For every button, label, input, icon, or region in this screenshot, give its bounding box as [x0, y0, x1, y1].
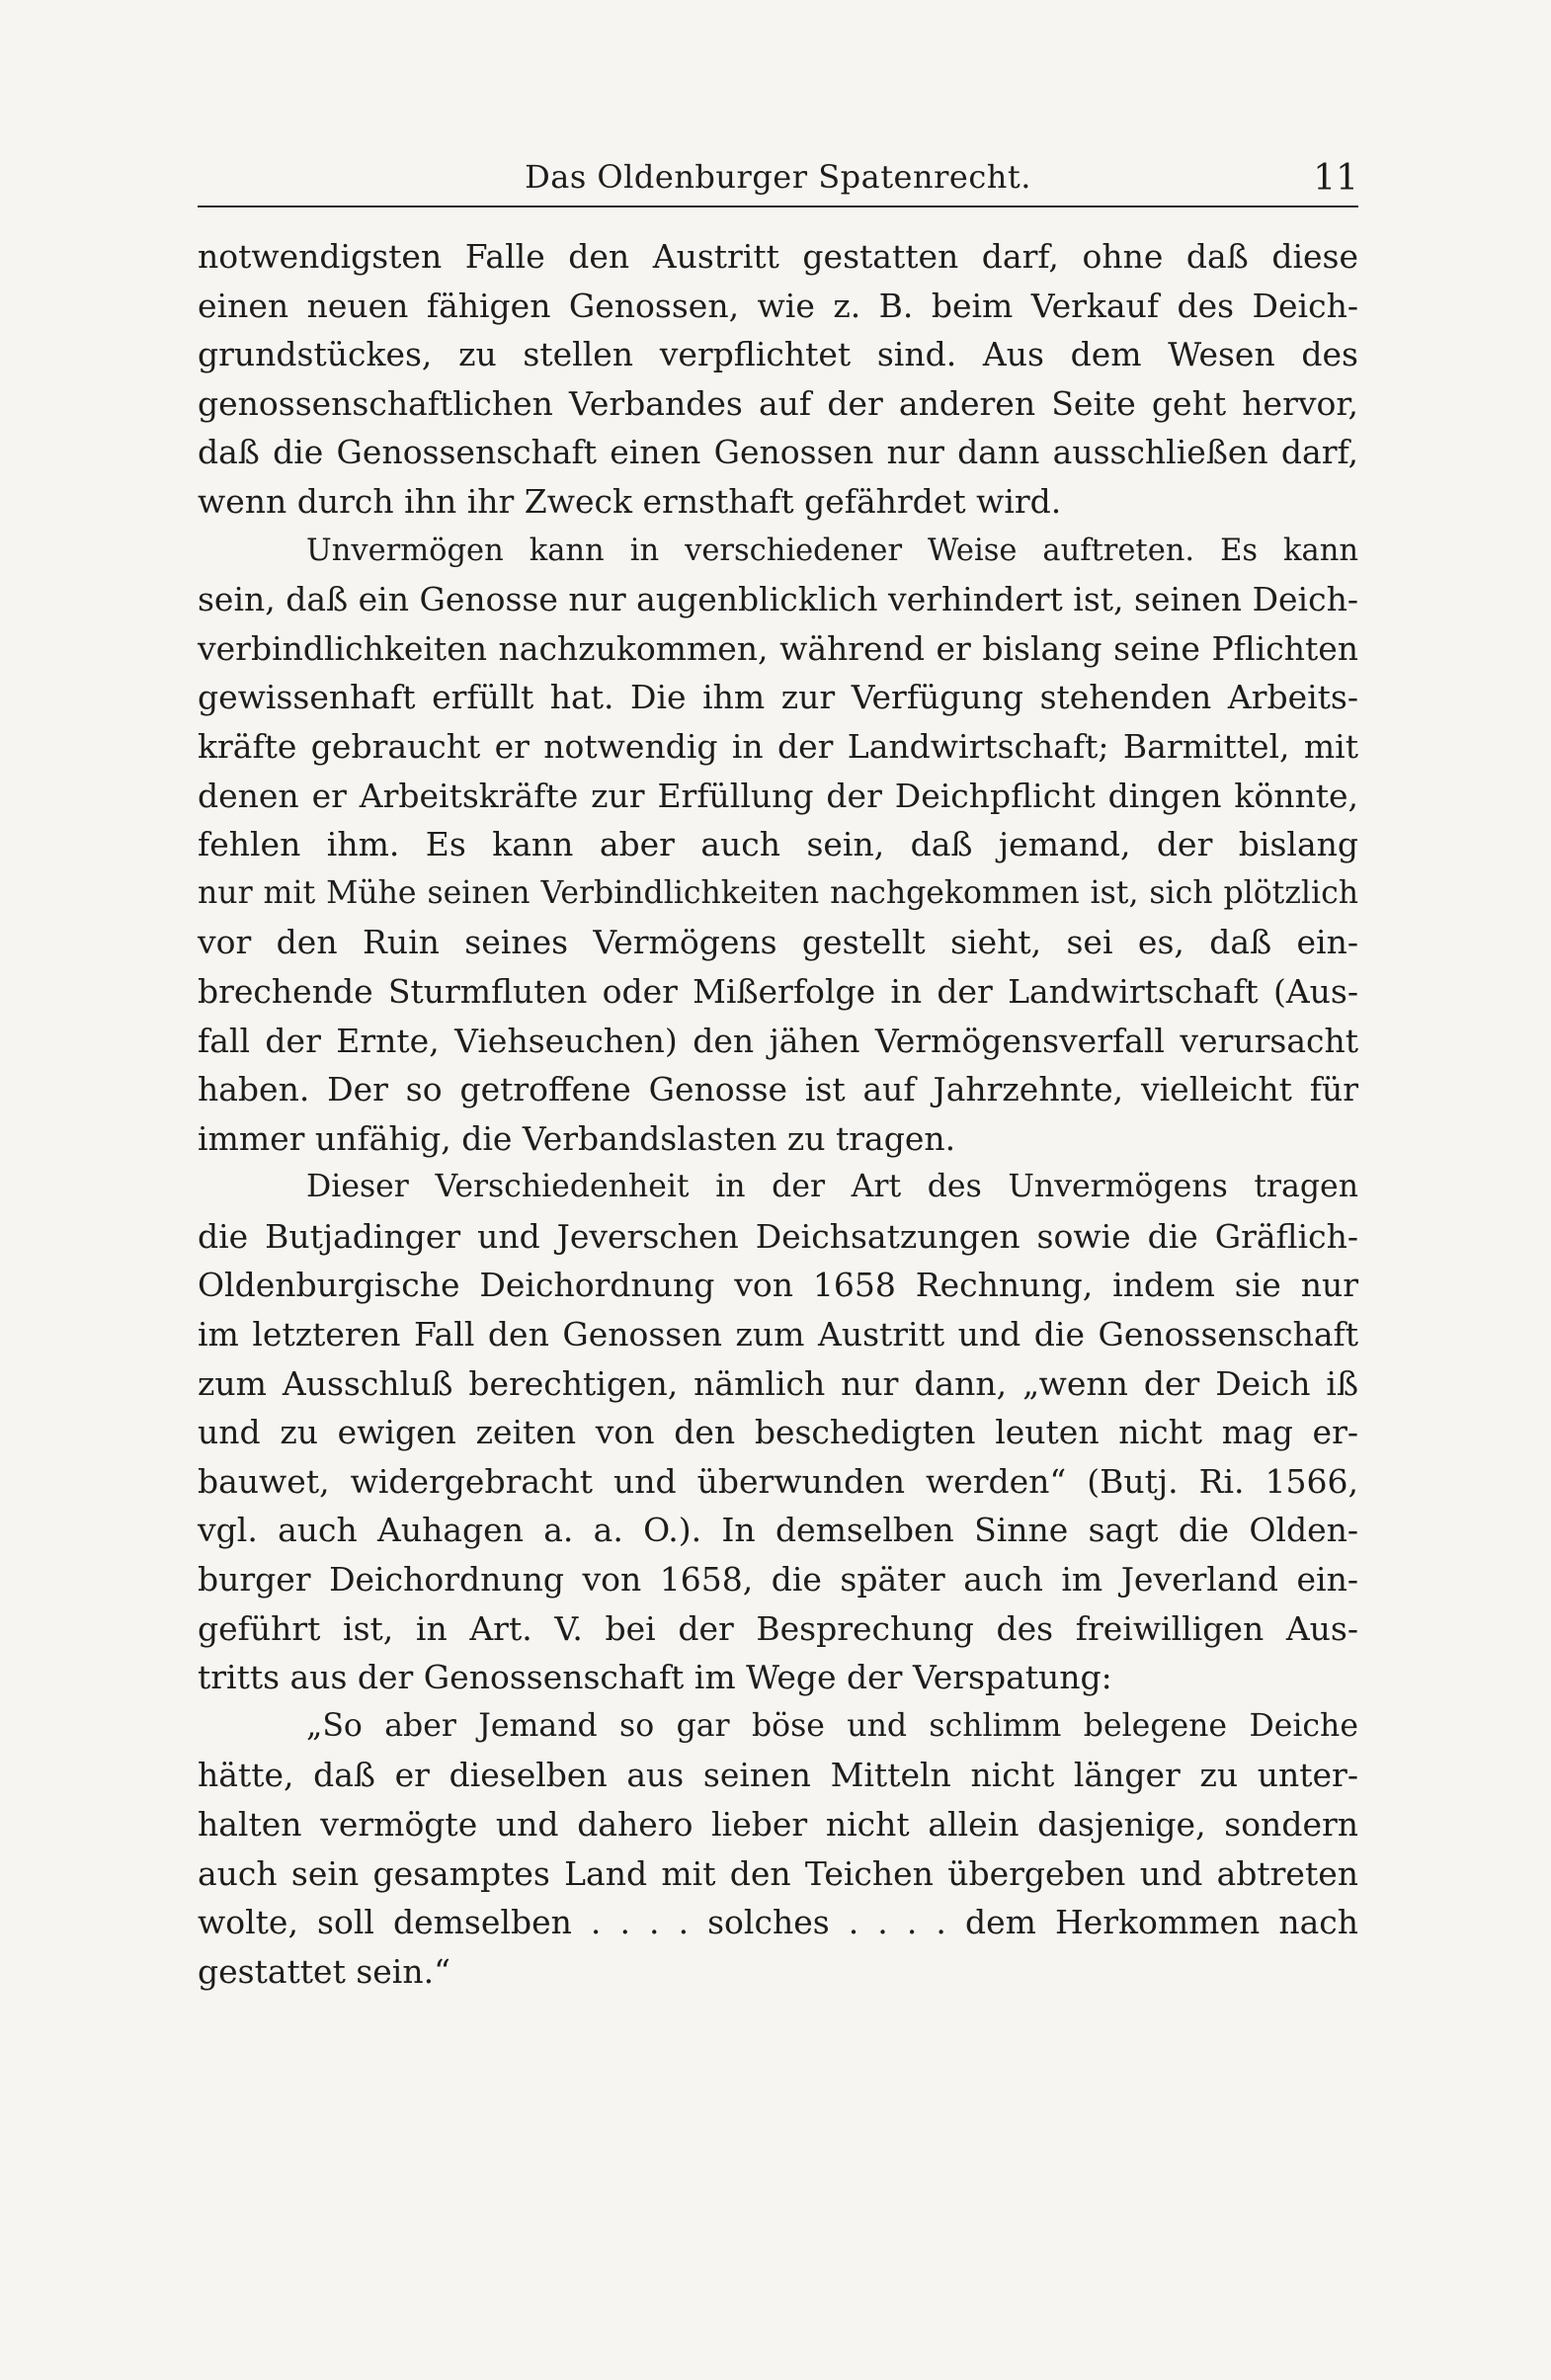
text-line: gestattet sein.“ — [198, 1951, 450, 1991]
text-line: im letzteren Fall den Genossen zum Austritt und die Genossenschaft — [198, 1315, 1358, 1354]
body-text — [198, 232, 1358, 1996]
text-line: die Butjadinger und Jeverschen Deichsatzungen sowie die Gräflich- — [198, 1216, 1358, 1256]
running-head — [198, 158, 1358, 202]
text-line: daß die Genossenschaft einen Genossen nur dann ausschließen darf, — [198, 433, 1358, 472]
text-line: sein, daß ein Genosse nur augenblicklich verhindert ist, seinen Deich- — [198, 580, 1358, 619]
text-line: auch sein gesamptes Land mit den Teichen übergeben und abtreten — [198, 1853, 1358, 1893]
text-line: wenn durch ihn ihr Zweck ernsthaft gefährdet wird. — [198, 481, 1062, 521]
text-line: tritts aus der Genossenschaft im Wege der Verspatung: — [198, 1658, 1112, 1697]
text-line: und zu ewigen zeiten von den beschedigten leuten nicht mag er- — [198, 1413, 1358, 1452]
text-line: vgl. auch Auhagen a. a. O.). In demselben Sinne sagt die Olden- — [198, 1511, 1358, 1550]
text-line: denen er Arbeitskräfte zur Erfüllung der Deichpflicht dingen könnte, — [198, 776, 1358, 815]
text-line: fehlen ihm. Es kann aber auch sein, daß jemand, der bislang — [198, 825, 1358, 864]
text-line: hätte, daß er dieselben aus seinen Mitteln nicht länger zu unter- — [198, 1756, 1358, 1795]
text-line: wolte, soll demselben . . . . solches . . . . dem Herkommen nach — [198, 1903, 1358, 1942]
text-line: Dieser Verschiedenheit in der Art des Unvermögens tragen — [306, 1169, 1358, 1205]
text-line: kräfte gebraucht er notwendig in der Landwirtschaft; Barmittel, mit — [198, 726, 1358, 766]
text-line: halten vermögte und dahero lieber nicht allein dasjenige, sondern — [198, 1805, 1358, 1844]
text-line: verbindlichkeiten nachzukommen, während er bislang seine Pflichten — [198, 628, 1358, 668]
text-line: bauwet, widergebracht und überwunden werden“ (Butj. Ri. 1566, — [198, 1461, 1358, 1501]
text-line: Oldenburgische Deichordnung von 1658 Rechnung, indem sie nur — [198, 1266, 1358, 1305]
text-line: einen neuen fähigen Genossen, wie z. B. beim Verkauf des Deich- — [198, 286, 1358, 325]
text-line: zum Ausschluß berechtigen, nämlich nur dann, „wenn der Deich iß — [198, 1363, 1358, 1403]
text-line: „So aber Jemand so gar böse und schlimm belegene Deiche — [306, 1707, 1358, 1744]
running-title: Das Oldenburger Spatenrecht. — [525, 158, 1031, 196]
text-line: fall der Ernte, Viehseuchen) den jähen Vermögensverfall verursacht — [198, 1021, 1358, 1060]
text-line: vor den Ruin seines Vermögens gestellt sieht, sei es, daß ein- — [198, 923, 1358, 962]
text-line: haben. Der so getroffene Genosse ist auf Jahrzehnte, vielleicht für — [198, 1070, 1358, 1109]
text-line: immer unfähig, die Verbandslasten zu tragen. — [198, 1118, 956, 1158]
text-line: nur mit Mühe seinen Verbindlichkeiten nachgekommen ist, sich plötzlich — [198, 874, 1358, 911]
page-number: 11 — [1313, 158, 1358, 199]
text-line: Unvermögen kann in verschiedener Weise auftreten. Es kann — [306, 533, 1358, 568]
text-line: brechende Sturmfluten oder Mißerfolge in der Landwirtschaft (Aus- — [198, 971, 1358, 1011]
text-line: geführt ist, in Art. V. bei der Besprechung des freiwilligen Aus- — [198, 1608, 1358, 1648]
text-line: burger Deichordnung von 1658, die später auch im Jeverland ein- — [198, 1560, 1358, 1600]
text-line: gewissenhaft erfüllt hat. Die ihm zur Verfügung stehenden Arbeits- — [198, 678, 1358, 717]
text-line: grundstückes, zu stellen verpflichtet sind. Aus dem Wesen des — [198, 335, 1358, 374]
text-line: genossenschaftlichen Verbandes auf der anderen Seite geht hervor, — [198, 383, 1358, 423]
header-rule — [198, 205, 1358, 207]
text-line: notwendigsten Falle den Austritt gestatten darf, ohne daß diese — [198, 237, 1358, 276]
